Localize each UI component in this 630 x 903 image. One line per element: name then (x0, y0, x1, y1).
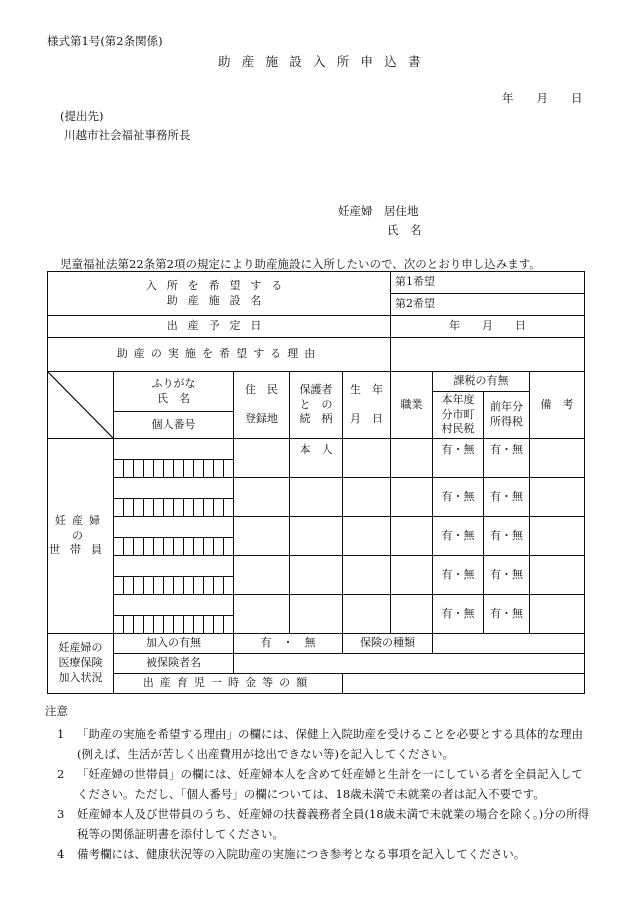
member-1-relation (290, 439, 343, 478)
insurance-label (48, 634, 114, 694)
member-5-job-field[interactable] (391, 595, 433, 634)
member-4-income-tax[interactable] (484, 556, 530, 595)
income-tax-label-2: 所得税 (490, 415, 524, 428)
member-4-income-tax-choice: 有・無 (490, 567, 524, 581)
member-3-birth-field[interactable] (343, 517, 391, 556)
note-item (47, 844, 592, 864)
member-4-address-field[interactable] (234, 556, 290, 595)
member-2-job-field[interactable] (391, 478, 433, 517)
member-4-local-tax-choice: 有・無 (441, 567, 475, 581)
note-text: 妊産婦本人及び世帯員のうち、妊産婦の扶養義務者全員(18歳未満で未就業の場合を除く。)分の所得税等の関係証明書を添付してください。 (77, 807, 590, 841)
childbirth-allowance-label: 出産育児一時金等の額 (114, 674, 343, 694)
member-2-birth-field[interactable] (343, 478, 391, 517)
address-label-1: 住 民 (245, 383, 278, 397)
member-4-birth-field[interactable] (343, 556, 391, 595)
guardian-label-2: と の (299, 397, 333, 411)
member-2-relation-field[interactable] (290, 478, 343, 517)
reason-label: 助産の実施を希望する理由 (48, 338, 391, 372)
note-text: 備考欄には、健康状況等の入院助産の実施につき参考となる事項を記入してください。 (77, 847, 526, 861)
insurance-label-3: 加入状況 (58, 670, 103, 684)
member-5-birth-field[interactable] (343, 595, 391, 634)
member-1-birth-field[interactable] (343, 439, 391, 478)
member-4-remarks-field[interactable] (530, 556, 585, 595)
individual-number-header: 個人番号 (114, 412, 234, 439)
insurance-label-1: 妊産婦の (58, 641, 103, 655)
member-1-remarks-field[interactable] (530, 439, 585, 478)
due-date-label: 出産予定日 (48, 316, 391, 338)
note-text: 「助産の実施を希望する理由」の欄には、保健上入院助産を受けることを必要とする具体的な理由(例えば、生活が苦しく出産費用が捻出できない等)を記入してください。 (77, 727, 583, 761)
address-header (234, 372, 290, 439)
member-1-address-field[interactable] (234, 439, 290, 478)
member-3-local-tax[interactable] (433, 517, 484, 556)
recipient-label: (提出先) (60, 109, 104, 123)
furigana-label: ふりがな (151, 376, 196, 390)
household-label-1: 妊産婦の (54, 513, 107, 542)
due-date-field[interactable] (391, 316, 585, 338)
member-1-individual-number[interactable] (114, 460, 234, 478)
note-item (47, 804, 592, 844)
birth-label-2: 月 日 (350, 412, 384, 425)
household-label-2: 世帯員 (49, 543, 112, 557)
diagonal-line (48, 372, 113, 438)
note-number: 1 (57, 727, 65, 741)
birth-label-1: 生 年 (350, 383, 384, 397)
address-label-2: 登録地 (245, 412, 278, 425)
name-label: 氏 名 (157, 391, 190, 405)
member-5-name-field[interactable] (114, 595, 234, 616)
note-item (47, 764, 592, 804)
second-choice-label: 第2希望 (395, 297, 436, 311)
local-tax-label-3: 村民税 (441, 422, 475, 436)
note-item (47, 724, 592, 764)
childbirth-allowance-field[interactable] (343, 674, 585, 694)
member-1-job-field[interactable] (391, 439, 433, 478)
member-3-address-field[interactable] (234, 517, 290, 556)
member-2-income-tax-choice: 有・無 (490, 489, 524, 503)
member-3-relation-field[interactable] (290, 517, 343, 556)
guardian-label-3: 続 柄 (299, 412, 333, 426)
notes-section (47, 701, 592, 864)
facility-label-cell (48, 272, 391, 316)
self-relation-label: 本 人 (299, 443, 333, 456)
note-text: 「妊産婦の世帯員」の欄には、妊産婦本人を含めて妊産婦と生計を一にしている者を全員記入してください。ただし、「個人番号」の欄については、18歳未満で未就業の者は記入不要です。 (77, 767, 583, 801)
reason-field[interactable] (391, 338, 585, 372)
member-2-name-field[interactable] (114, 478, 234, 499)
local-tax-header (433, 392, 484, 439)
member-3-job-field[interactable] (391, 517, 433, 556)
local-tax-label-1: 本年度 (441, 392, 475, 406)
member-5-income-tax-choice: 有・無 (490, 606, 524, 620)
member-4-job-field[interactable] (391, 556, 433, 595)
member-4-name-field[interactable] (114, 556, 234, 577)
insured-person-label: 被保険者名 (114, 654, 234, 674)
member-4-local-tax[interactable] (433, 556, 484, 595)
insurance-join-value: 有 ・ 無 (260, 636, 316, 650)
member-2-remarks-field[interactable] (530, 478, 585, 517)
member-1-local-tax[interactable] (433, 439, 484, 478)
insurance-type-label: 保険の種類 (343, 634, 433, 654)
date-line: 年 月 日 (502, 91, 583, 105)
guardian-label-1: 保護者 (299, 382, 333, 396)
note-number: 3 (57, 807, 65, 821)
member-3-local-tax-choice: 有・無 (441, 528, 475, 542)
member-3-income-tax[interactable] (484, 517, 530, 556)
first-choice-field[interactable] (391, 272, 585, 294)
facility-label-1: 入所を希望する (145, 278, 293, 292)
job-header: 職業 (391, 372, 433, 439)
member-5-remarks-field[interactable] (530, 595, 585, 634)
member-2-local-tax-choice: 有・無 (441, 489, 475, 503)
note-number: 4 (57, 847, 65, 861)
member-5-local-tax-choice: 有・無 (441, 606, 475, 620)
member-3-remarks-field[interactable] (530, 517, 585, 556)
form-number: 様式第1号(第2条関係) (47, 34, 163, 48)
note-number: 2 (57, 767, 65, 781)
member-4-relation-field[interactable] (290, 556, 343, 595)
first-choice-label: 第1希望 (395, 275, 436, 289)
birth-header (343, 372, 391, 439)
tax-header: 課税の有無 (433, 372, 530, 392)
guardian-header (290, 372, 343, 439)
member-2-income-tax[interactable] (484, 478, 530, 517)
local-tax-label-2: 分市町 (441, 407, 475, 421)
member-5-income-tax[interactable] (484, 595, 530, 634)
member-5-individual-number[interactable] (114, 616, 234, 634)
member-3-income-tax-choice: 有・無 (490, 528, 524, 542)
member-2-individual-number[interactable] (114, 499, 234, 517)
facility-label-2: 助産施設名 (166, 293, 272, 307)
insured-person-field[interactable] (234, 654, 585, 674)
member-1-income-tax-choice: 有・無 (490, 443, 524, 456)
member-1-income-tax[interactable] (484, 439, 530, 478)
insurance-type-field[interactable] (433, 634, 585, 654)
intro-text: 児童福祉法第22条第2項の規定により助産施設に入所したいので、次のとおり申し込みます。 (60, 257, 541, 271)
income-tax-label-1: 前年分 (490, 400, 524, 414)
member-5-local-tax[interactable] (433, 595, 484, 634)
income-tax-header (484, 392, 530, 439)
member-1-name-field[interactable] (114, 439, 234, 460)
member-4-individual-number[interactable] (114, 577, 234, 595)
member-3-individual-number[interactable] (114, 538, 234, 556)
member-5-relation-field[interactable] (290, 595, 343, 634)
member-2-address-field[interactable] (234, 478, 290, 517)
remarks-header: 備 考 (530, 372, 585, 439)
applicant-address-label: 妊産婦 居住地 (338, 204, 419, 218)
header-diagonal-cell (48, 372, 114, 439)
due-date-value: 年 月 日 (449, 319, 527, 333)
household-label (48, 439, 114, 634)
second-choice-field[interactable] (391, 294, 585, 316)
insurance-label-2: 医療保険 (58, 656, 103, 670)
insurance-join-choice[interactable] (234, 634, 343, 654)
page-title: 助産施設入所申込書 (218, 54, 432, 69)
application-form-table (47, 271, 585, 694)
recipient: 川越市社会福祉事務所長 (64, 128, 191, 142)
member-1-local-tax-choice: 有・無 (441, 443, 475, 456)
notes-heading: 注意 (45, 704, 68, 718)
insurance-join-label: 加入の有無 (114, 634, 234, 654)
member-2-local-tax[interactable] (433, 478, 484, 517)
applicant-name-label: 氏 名 (387, 223, 422, 237)
member-3-name-field[interactable] (114, 517, 234, 538)
member-5-address-field[interactable] (234, 595, 290, 634)
name-header (114, 372, 234, 412)
